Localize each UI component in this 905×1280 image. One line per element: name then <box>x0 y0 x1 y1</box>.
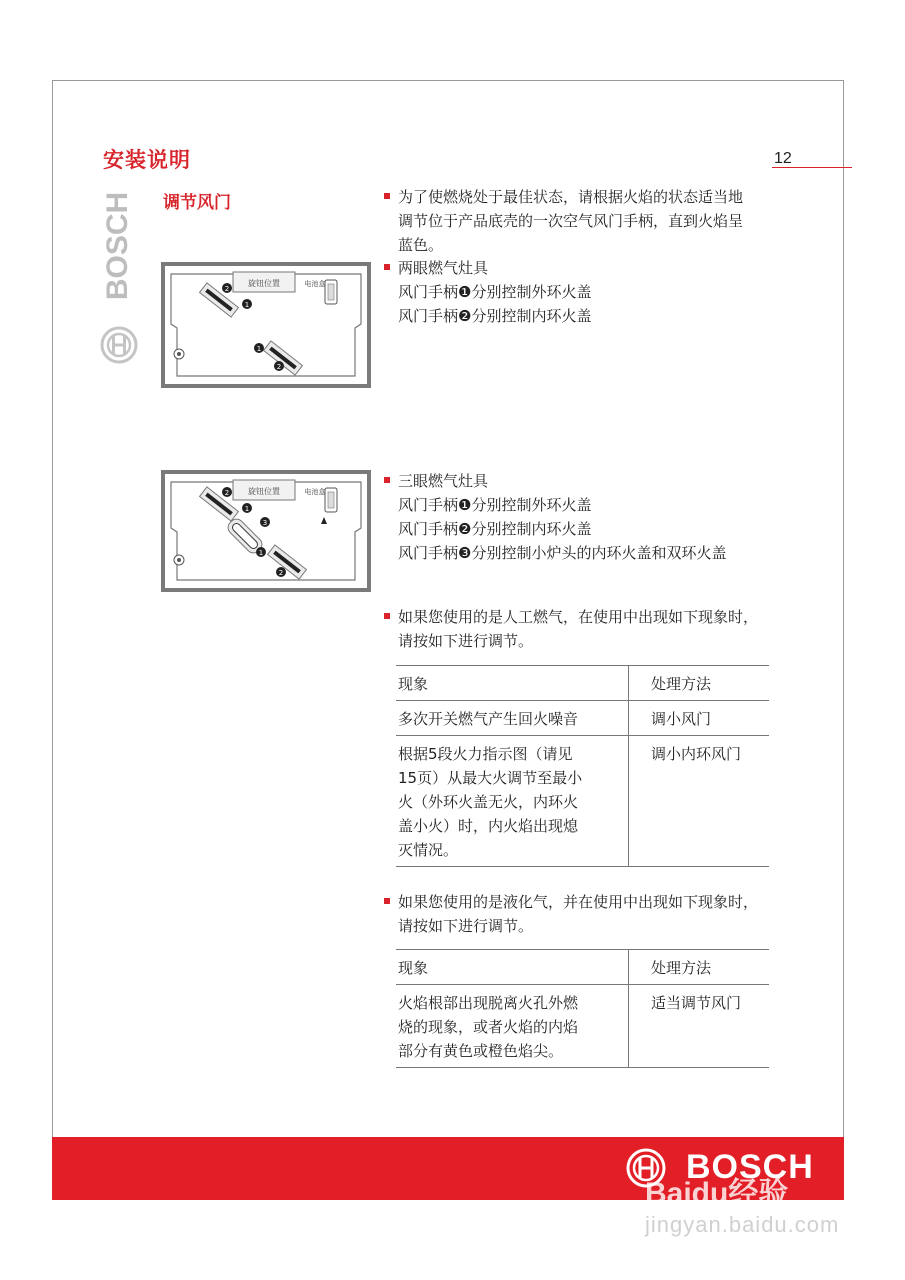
table-header-method: 处理方法 <box>629 950 770 985</box>
bullet-square-icon <box>384 613 390 619</box>
diagram1-marker-2a: 2 <box>224 285 230 293</box>
lpg-table <box>396 949 769 1068</box>
table-row <box>396 985 769 1068</box>
table-cell-phenomenon <box>396 985 629 1068</box>
cell-line: 火（外环火盖无火，内环火 <box>398 793 579 811</box>
page-number: 12 <box>774 150 792 167</box>
diagram2-marker-1b: 1 <box>258 549 264 557</box>
cell-line: 烧的现象，或者火焰的内焰 <box>398 1018 579 1036</box>
table-cell-phenomenon <box>396 736 629 867</box>
baidu-watermark-url: jingyan.baidu.com <box>645 1212 840 1237</box>
two-burner-paragraph <box>384 256 591 328</box>
artificial-gas-table <box>396 665 769 867</box>
intro-paragraph <box>384 185 743 257</box>
cell-line: 部分有黄色或橙色焰尖。 <box>398 1042 564 1060</box>
intro-line: 调节位于产品底壳的一次空气风门手柄，直到火焰呈 <box>398 212 744 230</box>
diagram2-marker-2b: 2 <box>278 569 284 577</box>
lpg-line: 请按如下进行调节。 <box>398 917 534 935</box>
two-burner-line: 风门手柄❷分别控制内环火盖 <box>398 307 592 325</box>
diagram1-marker-1b: 1 <box>256 345 262 353</box>
table-cell-phenomenon <box>396 701 629 736</box>
three-burner-paragraph <box>384 469 726 565</box>
two-burner-line: 风门手柄❶分别控制外环火盖 <box>398 283 592 301</box>
cell-line: 15页）从最大火调节至最小 <box>398 769 583 787</box>
lpg-line: 如果您使用的是液化气，并在使用中出现如下现象时， <box>398 893 759 911</box>
table-header-phenomenon: 现象 <box>396 950 629 985</box>
bullet-square-icon <box>384 193 390 199</box>
table-cell-method: 调小内环风门 <box>629 736 770 867</box>
bullet-square-icon <box>384 898 390 904</box>
table-row <box>396 701 769 736</box>
cell-line: 根据5段火力指示图（请见 <box>398 745 573 763</box>
three-burner-line: 风门手柄❸分别控制小炉头的内环火盖和双环火盖 <box>398 544 727 562</box>
intro-line: 蓝色。 <box>398 236 444 254</box>
three-burner-line: 风门手柄❶分别控制外环火盖 <box>398 496 592 514</box>
table-header-row <box>396 666 769 701</box>
artificial-gas-line: 请按如下进行调节。 <box>398 632 534 650</box>
diagram1-marker-2b: 2 <box>276 363 282 371</box>
cell-line: 火焰根部出现脱离火孔外燃 <box>398 994 579 1012</box>
three-burner-line: 三眼燃气灶具 <box>398 472 489 490</box>
page-number-rule <box>772 167 852 168</box>
lpg-paragraph <box>384 890 758 938</box>
artificial-gas-paragraph <box>384 605 758 653</box>
bosch-wordmark: BOSCH <box>686 1148 814 1186</box>
artificial-gas-line: 如果您使用的是人工燃气，在使用中出现如下现象时， <box>398 608 759 626</box>
cell-line: 多次开关燃气产生回火噪音 <box>398 710 579 728</box>
cell-line: 盖小火）时，内火焰出现熄 <box>398 817 579 835</box>
bosch-vertical-wordmark <box>101 186 137 306</box>
bullet-square-icon <box>384 264 390 270</box>
three-burner-bottom-diagram <box>161 470 371 592</box>
bosch-armature-icon <box>100 326 138 364</box>
two-burner-line: 两眼燃气灶具 <box>398 259 489 277</box>
diagram2-battery-label: 电池盒 <box>304 488 326 496</box>
diagram1-marker-1a: 1 <box>244 301 250 309</box>
table-header-row <box>396 950 769 985</box>
diagram2-marker-1a: 1 <box>244 505 250 513</box>
table-header-method: 处理方法 <box>629 666 770 701</box>
diagram2-marker-2a: 2 <box>224 489 230 497</box>
bullet-square-icon <box>384 477 390 483</box>
diagram2-knob-label: 旋钮位置 <box>248 487 280 496</box>
three-burner-line: 风门手柄❷分别控制内环火盖 <box>398 520 592 538</box>
diagram1-battery-label: 电池盒 <box>304 280 326 288</box>
two-burner-bottom-diagram <box>161 262 371 388</box>
page-title: 安装说明 <box>103 148 191 172</box>
svg-text:BOSCH: BOSCH <box>101 191 134 301</box>
table-row <box>396 736 769 867</box>
section-subtitle: 调节风门 <box>163 193 231 213</box>
table-cell-method: 调小风门 <box>629 701 770 736</box>
table-header-phenomenon: 现象 <box>396 666 629 701</box>
baidu-watermark: Baidu经验 <box>645 1177 789 1210</box>
table-cell-method: 适当调节风门 <box>629 985 770 1068</box>
diagram1-knob-label: 旋钮位置 <box>248 279 280 288</box>
diagram2-marker-3: 3 <box>262 519 268 527</box>
cell-line: 灭情况。 <box>398 841 459 859</box>
intro-line: 为了使燃烧处于最佳状态，请根据火焰的状态适当地 <box>398 188 744 206</box>
